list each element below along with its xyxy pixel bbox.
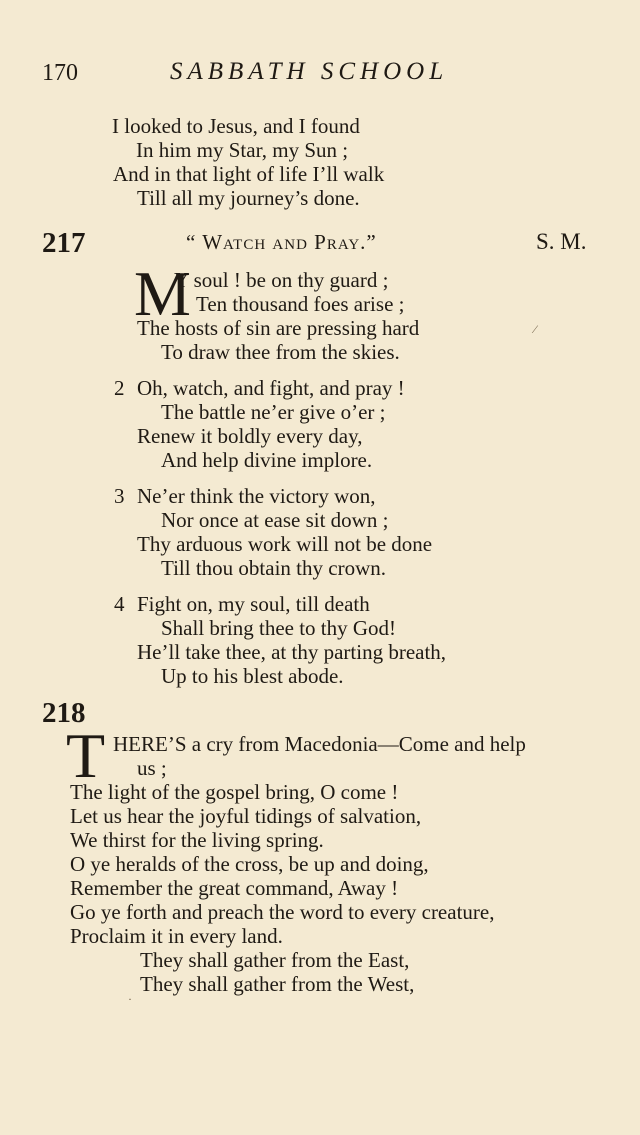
stanza-line: In him my Star, my Sun ; xyxy=(136,138,349,162)
stanza-line: He’ll take thee, at thy parting breath, xyxy=(137,640,447,664)
stanza-line: Oh, watch, and fight, and pray ! xyxy=(137,376,405,400)
stanza-line: Till all my journey’s done. xyxy=(137,186,360,210)
stanza-line: us ; xyxy=(137,756,167,780)
verse-number: 4 xyxy=(114,592,125,616)
stanza-line: Shall bring thee to thy God! xyxy=(161,616,397,640)
stanza-line: Ten thousand foes arise ; xyxy=(196,292,405,316)
ink-speck: · xyxy=(128,992,132,1006)
stanza-line: Renew it boldly every day, xyxy=(137,424,363,448)
stanza-line: They shall gather from the West, xyxy=(140,972,415,996)
stanza-line: To draw thee from the skies. xyxy=(161,340,400,364)
stanza-line: We thirst for the living spring. xyxy=(70,828,324,852)
hymn-title: “ Watch and Pray.” xyxy=(186,230,377,254)
stanza-line: Proclaim it in every land. xyxy=(70,924,283,948)
stanza-line: Remember the great command, Away ! xyxy=(70,876,399,900)
stanza-line: Thy arduous work will not be done xyxy=(137,532,433,556)
verse-number: 2 xyxy=(114,376,125,400)
stanza-line: The battle ne’er give o’er ; xyxy=(161,400,386,424)
page-number: 170 xyxy=(42,60,78,86)
drop-cap: T xyxy=(66,720,106,791)
stanza-line: Up to his blest abode. xyxy=(161,664,344,688)
stanza-line: Ne’er think the victory won, xyxy=(137,484,376,508)
stanza-line: And in that light of life I’ll walk xyxy=(113,162,385,186)
ink-speck: ⁄ xyxy=(534,322,537,336)
drop-cap: M xyxy=(134,258,191,329)
verse-number: 3 xyxy=(114,484,125,508)
hymn-meter: S. M. xyxy=(536,229,587,254)
stanza-line: Nor once at ease sit down ; xyxy=(161,508,389,532)
stanza-line: The hosts of sin are pressing hard xyxy=(137,316,420,340)
stanza-line: I looked to Jesus, and I found xyxy=(112,114,360,138)
hymn-number: 217 xyxy=(42,227,86,259)
stanza-line: The light of the gospel bring, O come ! xyxy=(70,780,399,804)
stanza-line: Till thou obtain thy crown. xyxy=(161,556,386,580)
stanza-line: Y soul ! be on thy guard ; xyxy=(174,268,389,292)
stanza-line: And help divine implore. xyxy=(161,448,373,472)
stanza-line: They shall gather from the East, xyxy=(140,948,410,972)
stanza-line: O ye heralds of the cross, be up and doing, xyxy=(70,852,429,876)
stanza-line: HERE’S a cry from Macedonia—Come and help xyxy=(113,732,526,756)
stanza-line: Fight on, my soul, till death xyxy=(137,592,370,616)
running-head: SABBATH SCHOOL xyxy=(170,58,449,85)
stanza-line: Go ye forth and preach the word to every creature, xyxy=(70,900,495,924)
hymn-number: 218 xyxy=(42,697,86,729)
stanza-line: Let us hear the joyful tidings of salvation, xyxy=(70,804,422,828)
